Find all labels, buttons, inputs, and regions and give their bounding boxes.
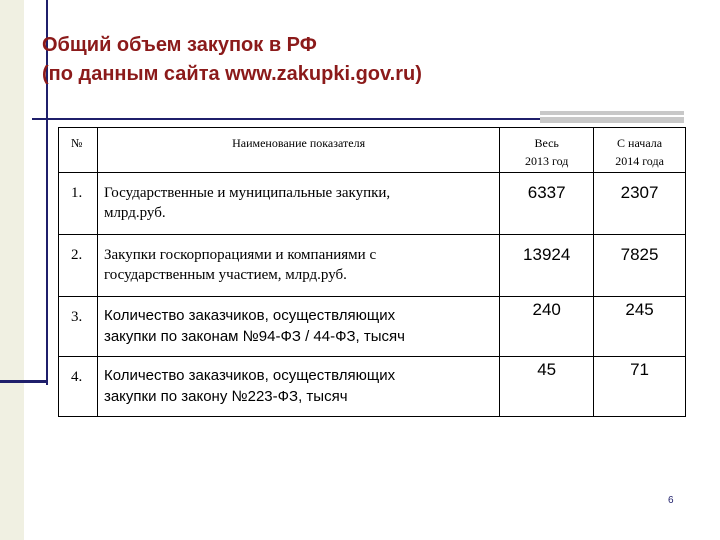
left-horizontal-stub xyxy=(0,380,48,383)
row-name-line-1: Количество заказчиков, осуществляющих xyxy=(103,307,396,324)
table-header-row xyxy=(59,128,686,173)
row-name-line-2: закупки по закону №223-ФЗ, тысяч xyxy=(103,388,348,405)
row-value-2014: 245 xyxy=(594,297,686,357)
row-value-2013: 45 xyxy=(500,357,594,417)
row-number: 3. xyxy=(59,297,98,357)
slide-title-line-2: (по данным сайта www.zakupki.gov.ru) xyxy=(42,63,422,85)
header-2014-line-1: С начала xyxy=(617,136,663,150)
title-accent-bar xyxy=(540,111,684,123)
slide-title-line-1: Общий объем закупок в РФ xyxy=(42,34,317,56)
row-value-2014: 7825 xyxy=(594,235,686,297)
slide-title xyxy=(42,31,422,89)
table-row xyxy=(59,357,686,417)
row-name-line-2: государственным участием, млрд.руб. xyxy=(103,267,347,283)
row-value-2013: 6337 xyxy=(500,173,594,235)
row-value-2013: 13924 xyxy=(500,235,594,297)
header-indicator-name: Наименование показателя xyxy=(97,128,499,173)
header-2013-line-2: 2013 год xyxy=(524,154,569,168)
row-name-line-1: Государственные и муниципальные закупки, xyxy=(103,185,391,201)
row-number: 4. xyxy=(59,357,98,417)
header-number: № xyxy=(59,128,98,173)
row-indicator-name xyxy=(97,173,499,235)
page-number: 6 xyxy=(668,495,674,506)
row-number: 2. xyxy=(59,235,98,297)
table-row xyxy=(59,235,686,297)
header-2013-line-1: Весь xyxy=(534,136,559,150)
row-name-line-2: закупки по законам №94-ФЗ / 44-ФЗ, тысяч xyxy=(103,328,405,345)
procurement-table xyxy=(58,127,686,417)
table-row xyxy=(59,173,686,235)
row-value-2014: 2307 xyxy=(594,173,686,235)
header-2013 xyxy=(500,128,594,173)
row-indicator-name xyxy=(97,235,499,297)
header-2014 xyxy=(594,128,686,173)
title-underline-rule xyxy=(32,118,540,120)
row-name-line-1: Закупки госкорпорациями и компаниями с xyxy=(103,247,377,263)
row-number: 1. xyxy=(59,173,98,235)
row-indicator-name xyxy=(97,357,499,417)
table-row xyxy=(59,297,686,357)
row-value-2013: 240 xyxy=(500,297,594,357)
row-name-line-2: млрд.руб. xyxy=(103,205,166,221)
row-value-2014: 71 xyxy=(594,357,686,417)
header-2014-line-2: 2014 года xyxy=(615,154,664,168)
row-indicator-name xyxy=(97,297,499,357)
left-decor-band xyxy=(0,0,24,540)
row-name-line-1: Количество заказчиков, осуществляющих xyxy=(103,367,396,384)
